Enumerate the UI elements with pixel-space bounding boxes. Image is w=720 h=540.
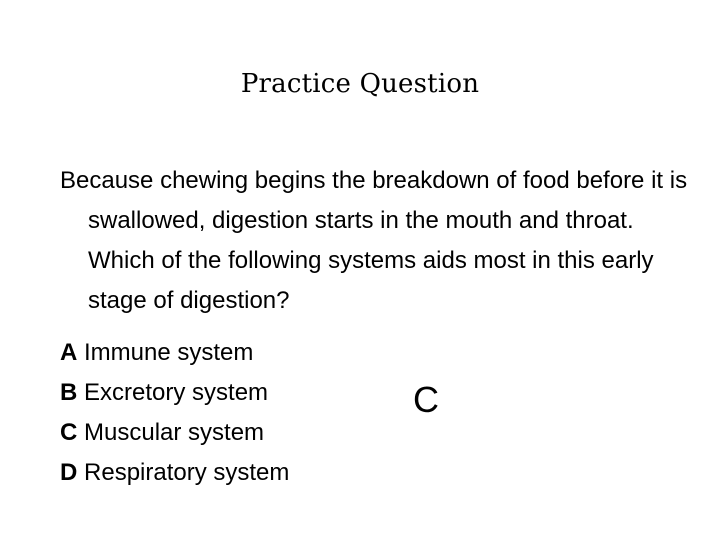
question-text: Because chewing begins the breakdown of food before it is swallowed, digestion starts in the mouth and throat. Which of the following systems aids most in this early stage of digestion? [60,167,688,314]
option-d [60,453,289,493]
option-c-letter: C [60,419,78,446]
option-b-text: Excretory system [84,379,269,406]
option-c [60,413,289,453]
slide-title: Practice Question [240,69,480,99]
option-a [60,333,289,373]
option-d-text: Respiratory system [84,459,290,486]
option-a-text: Immune system [84,339,254,366]
option-a-letter: A [60,339,78,366]
option-d-letter: D [60,459,78,486]
option-c-text: Muscular system [84,419,265,446]
answer-letter: C [413,379,439,420]
answer-options [60,333,289,493]
option-b-letter: B [60,379,78,406]
option-b [60,373,289,413]
